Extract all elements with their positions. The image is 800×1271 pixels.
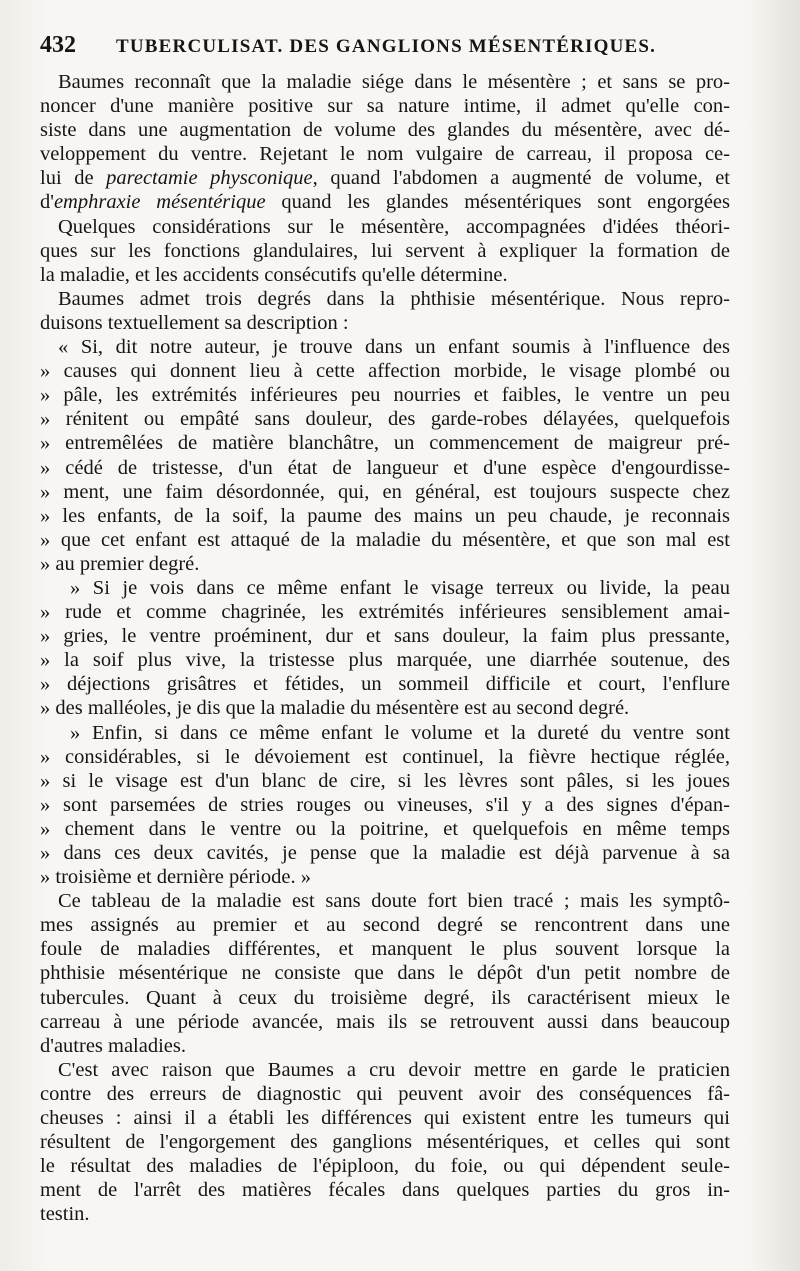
text-line: duisons textuellement sa description : [40,311,349,334]
text-line: » la soif plus vive, la tristesse plus marquée, une diarrhée soutenue, des [40,649,730,672]
text-line: » rude et comme chagrinée, les extrémités inférieures sensiblement amai- [40,601,730,624]
text-line: » considérables, si le dévoiement est continuel, la fièvre hectique réglée, [40,745,730,768]
text-line: testin. [40,1203,90,1226]
page-number: 432 [40,32,76,58]
text-line: C'est avec raison que Baumes a cru devoir mettre en garde le praticien [58,1058,730,1081]
text-line: » ment, une faim désordonnée, qui, en général, est toujours suspecte chez [40,480,730,503]
text-segment: quand les glandes mésentériques sont engorgées [265,191,730,214]
text-segment: , quand l'abdomen a augmenté de volume, et [312,167,730,190]
text-line: » causes qui donnent lieu à cette affection morbide, le visage plombé ou [40,360,730,383]
text-line: noncer d'une manière positive sur sa nature intime, il admet qu'elle con- [40,95,730,118]
text-line: siste dans une augmentation de volume des glandes du mésentère, avec dé- [40,119,730,142]
text-line: » dans ces deux cavités, je pense que la maladie est déjà parvenue à sa [40,842,730,864]
text-line: « Si, dit notre auteur, je trouve dans un enfant soumis à l'influence des [58,336,730,359]
body-text [40,70,730,1227]
text-line: mes assignés au premier et au second degré se rencontrent dans une [40,914,730,937]
text-line: » pâle, les extrémités inférieures peu nourries et faibles, le ventre un peu [40,384,730,407]
running-head: TUBERCULISAT. DES GANGLIONS MÉSENTÉRIQUES. [116,36,657,57]
text-line: » déjections grisâtres et fétides, un sommeil difficile et court, l'enflure [40,673,730,696]
text-line: cheuses : ainsi il a établi les différences qui existent entre les tumeurs qui [40,1107,730,1130]
text-line: carreau à une période avancée, mais ils se retrouvent aussi dans beaucoup [40,1010,730,1033]
text-segment: d' [40,191,54,214]
italic-term: parectamie physconique [106,167,313,190]
text-line: d'autres maladies. [40,1034,187,1057]
text-line: veloppement du ventre. Rejetant le nom vulgaire de carreau, il proposa ce- [40,143,730,166]
text-line: contre des erreurs de diagnostic qui peuvent avoir des conséquences fâ- [40,1082,730,1105]
text-line: » les enfants, de la soif, la paume des mains un peu chaude, je reconnais [40,504,730,527]
italic-term: emphraxie mésentérique [53,191,266,214]
text-line: » si le visage est d'un blanc de cire, si les lèvres sont pâles, si les joues [40,769,730,792]
text-line: ment de l'arrêt des matières fécales dans quelques parties du gros in- [40,1179,730,1202]
text-line: phthisie mésentérique ne consiste que dans le dépôt d'un petit nombre de [40,962,730,985]
text-line: » entremêlées de matière blanchâtre, un commencement de maigreur pré- [40,432,730,455]
page-edge-shadow [740,0,800,1271]
text-line [40,190,730,214]
text-line: résultent de l'engorgement des ganglions mésentériques, et celles qui sont [40,1131,730,1154]
text-line: la maladie, et les accidents consécutifs qu'elle détermine. [40,263,508,286]
text-line: » rénitent ou empâté sans douleur, des garde-robes délayées, quelquefois [40,408,730,431]
text-segment: lui de [40,167,107,190]
text-line: » sont parsemées de stries rouges ou vineuses, s'il y a des signes d'épan- [40,793,730,816]
text-line: » au premier degré. [40,552,200,575]
text-line: tubercules. Quant à ceux du troisième degré, ils caractérisent mieux le [40,986,730,1009]
text-line: le résultat des maladies de l'épiploon, du foie, ou qui dépendent seule- [40,1155,730,1178]
text-line: Ce tableau de la maladie est sans doute fort bien tracé ; mais les symptô- [58,890,730,913]
text-line: Baumes admet trois degrés dans la phthisie mésentérique. Nous repro- [58,287,730,310]
page-header [40,32,660,64]
text-line [40,166,730,190]
text-line: » Si je vois dans ce même enfant le visage terreux ou livide, la peau [70,576,730,599]
text-line: Quelques considérations sur le mésentère, accompagnées d'idées théori- [58,215,730,238]
text-line: » que cet enfant est attaqué de la maladie du mésentère, et que son mal est [40,528,730,551]
text-line: foule de maladies différentes, et manquent le plus souvent lorsque la [40,938,730,961]
text-line: ques sur les fonctions glandulaires, lui servent à expliquer la formation de [40,239,730,262]
text-line: » chement dans le ventre ou la poitrine, et quelquefois en même temps [40,817,730,840]
text-line: » troisième et dernière période. » [40,866,311,889]
text-line: » gries, le ventre proéminent, dur et sans douleur, la faim plus pressante, [40,625,730,648]
text-line: » cédé de tristesse, d'un état de langueur et d'une espèce d'engourdisse- [40,456,730,479]
text-line: Baumes reconnaît que la maladie siége dans le mésentère ; et sans se pro- [58,71,730,93]
text-line: » des malléoles, je dis que la maladie du mésentère est au second degré. [40,697,630,720]
text-line: » Enfin, si dans ce même enfant le volume et la dureté du ventre sont [70,721,730,744]
